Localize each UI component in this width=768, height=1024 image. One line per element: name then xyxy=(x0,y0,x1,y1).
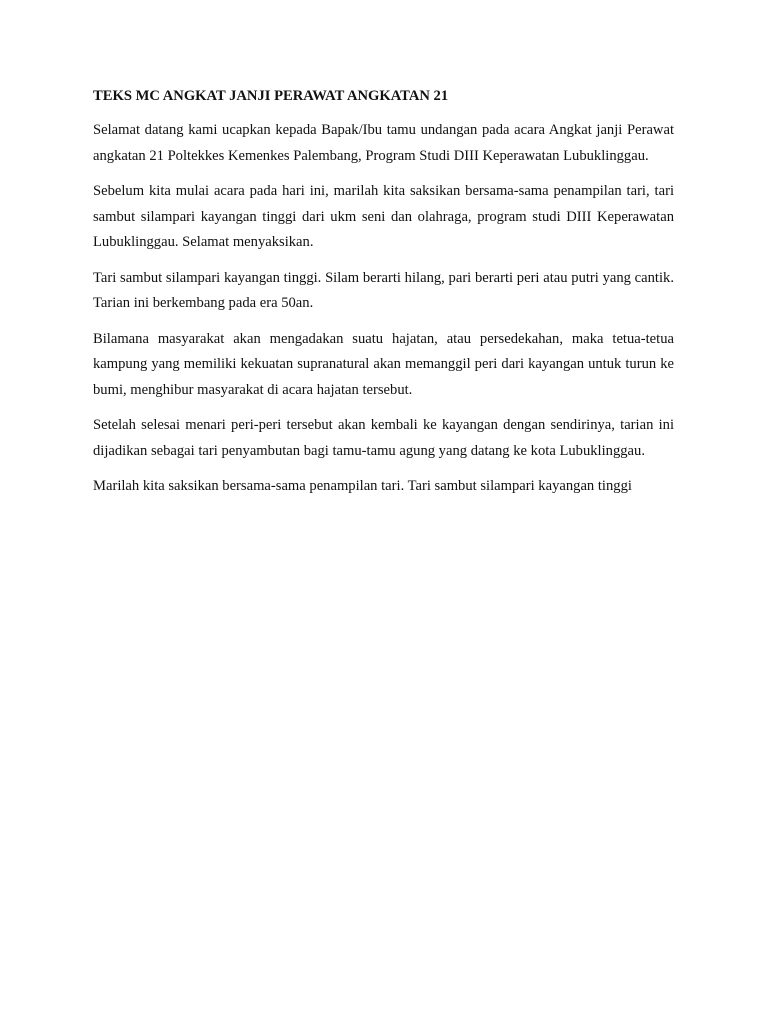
paragraph-dance-purpose: Setelah selesai menari peri-peri tersebut akan kembali ke kayangan dengan sendirinya, tarian ini dijadikan sebagai tari penyambutan bagi tamu-tamu agung yang datang ke kota Lubuklinggau. xyxy=(93,417,674,459)
paragraph-opening: Sebelum kita mulai acara pada hari ini, marilah kita saksikan bersama-sama penampilan tari, tari sambut silampari kayangan tinggi dari ukm seni dan olahraga, program studi DIII Keperawatan Lubuklinggau. Selamat menyaksikan. xyxy=(93,183,674,250)
paragraph-welcome: Selamat datang kami ucapkan kepada Bapak/Ibu tamu undangan pada acara Angkat janji Perawat angkatan 21 Poltekkes Kemenkes Palembang, Program Studi DIII Keperawatan Lubuklinggau. xyxy=(93,122,674,164)
paragraph-dance-meaning: Tari sambut silampari kayangan tinggi. Silam berarti hilang, pari berarti peri atau putri yang cantik. Tarian ini berkembang pada era 50an. xyxy=(93,269,674,311)
document-title: TEKS MC ANGKAT JANJI PERAWAT ANGKATAN 21 xyxy=(93,88,449,104)
paragraph-closing: Marilah kita saksikan bersama-sama penampilan tari. Tari sambut silampari kayangan tinggi xyxy=(93,478,632,494)
document-body xyxy=(93,84,674,510)
paragraph-dance-history: Bilamana masyarakat akan mengadakan suatu hajatan, atau persedekahan, maka tetua-tetua kampung yang memiliki kekuatan supranatural akan memanggil peri dari kayangan untuk turun ke bumi, menghibur masyarakat di acara hajatan tersebut. xyxy=(93,330,674,398)
